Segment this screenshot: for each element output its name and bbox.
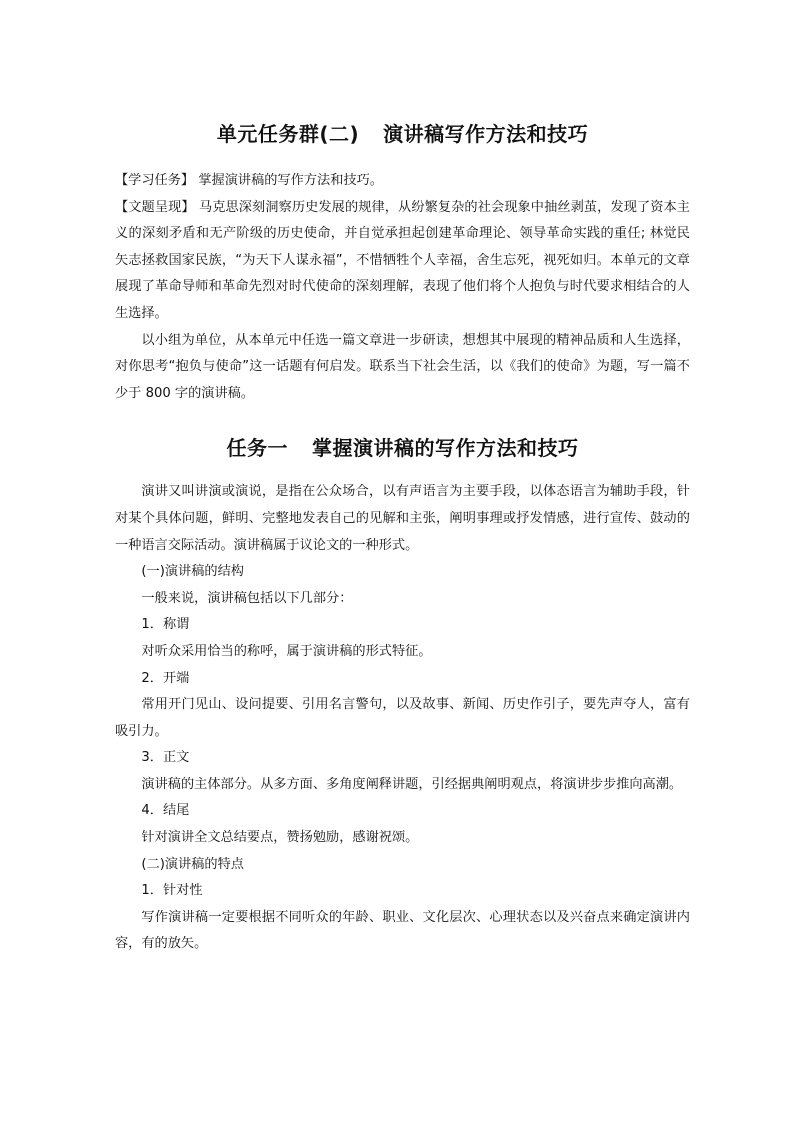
- unit-title-right: 演讲稿写作方法和技巧: [383, 122, 589, 146]
- feature-item-title: 1．针对性: [141, 883, 203, 899]
- speech-definition-paragraph: 演讲又叫讲演或演说，是指在公众场合，以有声语言为主要手段，以体态语言为辅助手段，针对某个具体问题，鲜明、完整地发表自己的见解和主张，阐明事理或抒发情感，进行宣传、鼓动的一种语言交际活动。演讲稿属于议论文的一种形式。: [115, 484, 690, 553]
- learning-task-text: 掌握演讲稿的写作方法和技巧。: [198, 173, 383, 188]
- structure-section-lead: 一般来说，演讲稿包括以下几部分：: [141, 590, 353, 606]
- unit-title-left: 单元任务群(二): [216, 122, 360, 146]
- topic-presentation-tag: 【文题呈现】: [115, 199, 195, 215]
- structure-item-title: 2．开端: [141, 670, 190, 686]
- task-one-title: [115, 434, 690, 462]
- structure-item-title: 3．正文: [141, 750, 190, 766]
- learning-task-tag: 【学习任务】: [115, 173, 195, 188]
- structure-item-title: 4．结尾: [141, 803, 190, 819]
- features-section-title: (二)演讲稿的特点: [141, 856, 244, 872]
- feature-item-text: 写作演讲稿一定要根据不同听众的年龄、职业、文化层次、心理状态以及兴奋点来确定演讲内容，有的放矢。: [115, 909, 690, 952]
- structure-item-text: 演讲稿的主体部分。从多方面、多角度阐释讲题，引经据典阐明观点，将演讲步步推向高潮。: [141, 776, 683, 792]
- structure-item-text: 常用开门见山、设问提要、引用名言警句，以及故事、新闻、历史作引子，要先声夺人，富有吸引力。: [115, 697, 690, 739]
- task-one-title-right: 掌握演讲稿的写作方法和技巧: [312, 436, 579, 461]
- topic-presentation-text: 马克思深刻洞察历史发展的规律，从纷繁复杂的社会现象中抽丝剥茧，发现了资本主义的深刻矛盾和无产阶级的历史使命，并自觉承担起创建革命理论、领导革命实践的重任; 林觉民矢志拯救国家民族，“为天下人谋永福”，不惜牺牲个人幸福，舍生忘死，视死如归。本单元的文章展现了革命导师和革命先烈对时代使命的深刻理解，表现了他们将个人抱负与时代要求相结合的人生选择。: [115, 199, 690, 321]
- writing-assignment-paragraph: 以小组为单位，从本单元中任选一篇文章进一步研读，想想其中展现的精神品质和人生选择，对你思考“抱负与使命”这一话题有何启发。联系当下社会生活，以《我们的使命》为题，写一篇不少于 800 字的演讲稿。: [115, 332, 690, 401]
- task-one-title-left: 任务一: [226, 436, 288, 461]
- structure-item-text: 对听众采用恰当的称呼，属于演讲稿的形式特征。: [141, 643, 432, 659]
- unit-title: [115, 120, 690, 148]
- structure-item-title: 1．称谓: [141, 617, 190, 633]
- learning-task-line: [115, 168, 690, 195]
- topic-presentation-paragraph: [115, 195, 690, 328]
- structure-section-title: (一)演讲稿的结构: [141, 564, 244, 580]
- structure-item-text: 针对演讲全文总结要点，赞扬勉励，感谢祝颂。: [141, 830, 419, 846]
